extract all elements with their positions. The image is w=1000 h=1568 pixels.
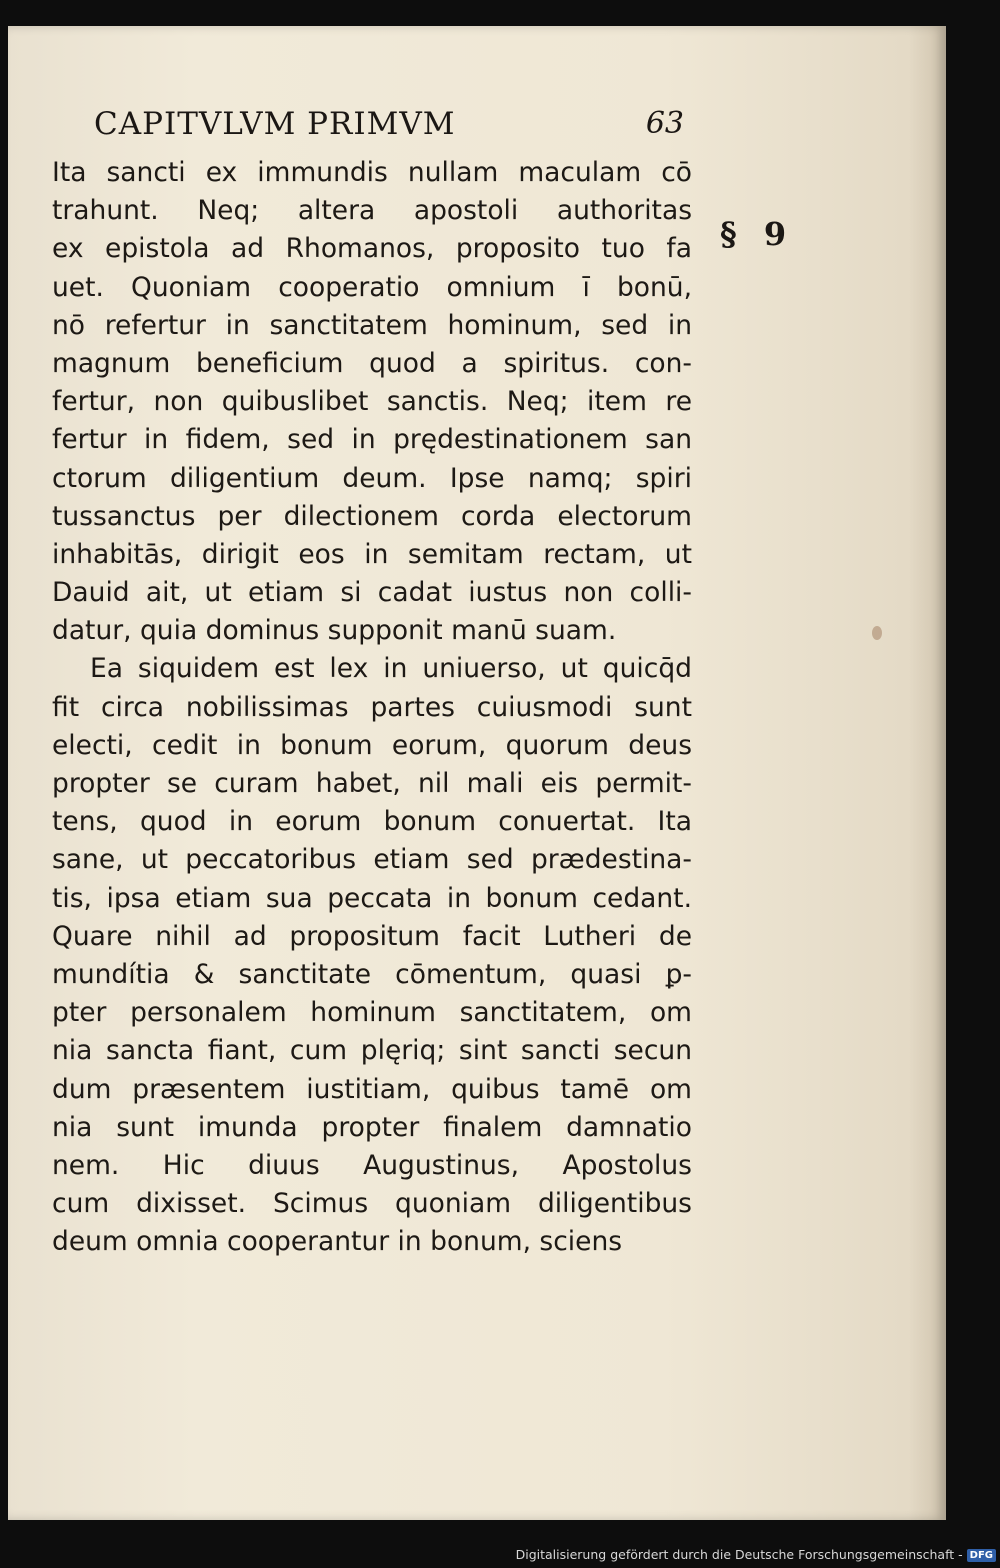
digitization-footer: [516, 1545, 996, 1565]
text-line: deum omnia cooperantur in bonum, sciens: [52, 1226, 623, 1258]
text-line: inhabitās, dirigit eos in semitam rectam, ut: [52, 538, 692, 570]
text-line: pter personalem hominum sanctitatem, om: [52, 997, 692, 1029]
text-line: propter se curam habet, nil mali eis permit-: [52, 768, 692, 799]
text-line: Ea siquidem est lex in uniuerso, ut quicq̄d: [90, 653, 692, 685]
page-header: [94, 104, 684, 144]
folio-number: 63: [645, 106, 684, 141]
text-line: sane, ut peccatoribus etiam sed prædestina-: [52, 844, 692, 876]
running-head: CAPITVLVM PRIMVM: [94, 106, 456, 142]
footer-credit: Digitalisierung gefördert durch die Deutsche Forschungsgemeinschaft -: [515, 1547, 963, 1562]
text-line: datur, quia dominus supponit manū suam.: [52, 615, 617, 647]
dfg-logo-icon: DFG: [967, 1549, 996, 1562]
text-line: nem. Hic diuus Augustinus, Apostolus: [52, 1149, 692, 1181]
text-line: ctorum diligentium deum. Ipse namq; spiri: [52, 462, 692, 494]
text-line: Dauid ait, ut etiam si cadat iustus non colli-: [52, 577, 692, 609]
text-line: Quare nihil ad propositum facit Lutheri de: [52, 920, 692, 952]
text-line: electi, cedit in bonum eorum, quorum deus: [52, 729, 692, 761]
text-line: nō refertur in sanctitatem hominum, sed in: [52, 309, 692, 341]
margin-note: § 9: [720, 215, 795, 253]
text-line: uet. Quoniam cooperatio omnium ī bonū,: [52, 271, 692, 303]
text-line: dum præsentem iustitiam, quibus tamē om: [52, 1073, 692, 1105]
text-line: tis, ipsa etiam sua peccata in bonum cedant.: [52, 882, 692, 914]
text-line: mundítia & sanctitate cōmentum, quasi ꝑ-: [52, 958, 692, 990]
body-text: [52, 154, 692, 1261]
text-line: tens, quod in eorum bonum conuertat. Ita: [52, 806, 692, 838]
text-line: trahunt. Neq; altera apostoli authoritas: [52, 195, 692, 227]
text-line: tussanctus per dilectionem corda electorum: [52, 500, 692, 532]
text-line: magnum beneficium quod a spiritus. con-: [52, 347, 692, 379]
text-line: nia sancta fiant, cum plęriq; sint sancti secun: [52, 1035, 692, 1067]
text-line: fertur, non quibuslibet sanctis. Neq; item re: [52, 386, 692, 418]
text-line: fertur in fidem, sed in prędestinationem san: [52, 424, 692, 456]
text-line: nia sunt imunda propter finalem damnatio: [52, 1111, 692, 1143]
text-line: fit circa nobilissimas partes cuiusmodi sunt: [52, 691, 692, 723]
paper-stain: [872, 626, 882, 640]
text-line: cum dixisset. Scimus quoniam diligentibus: [52, 1188, 692, 1220]
text-line: Ita sancti ex immundis nullam maculam cō: [52, 157, 692, 188]
text-line: ex epistola ad Rhomanos, proposito tuo fa: [52, 233, 692, 265]
